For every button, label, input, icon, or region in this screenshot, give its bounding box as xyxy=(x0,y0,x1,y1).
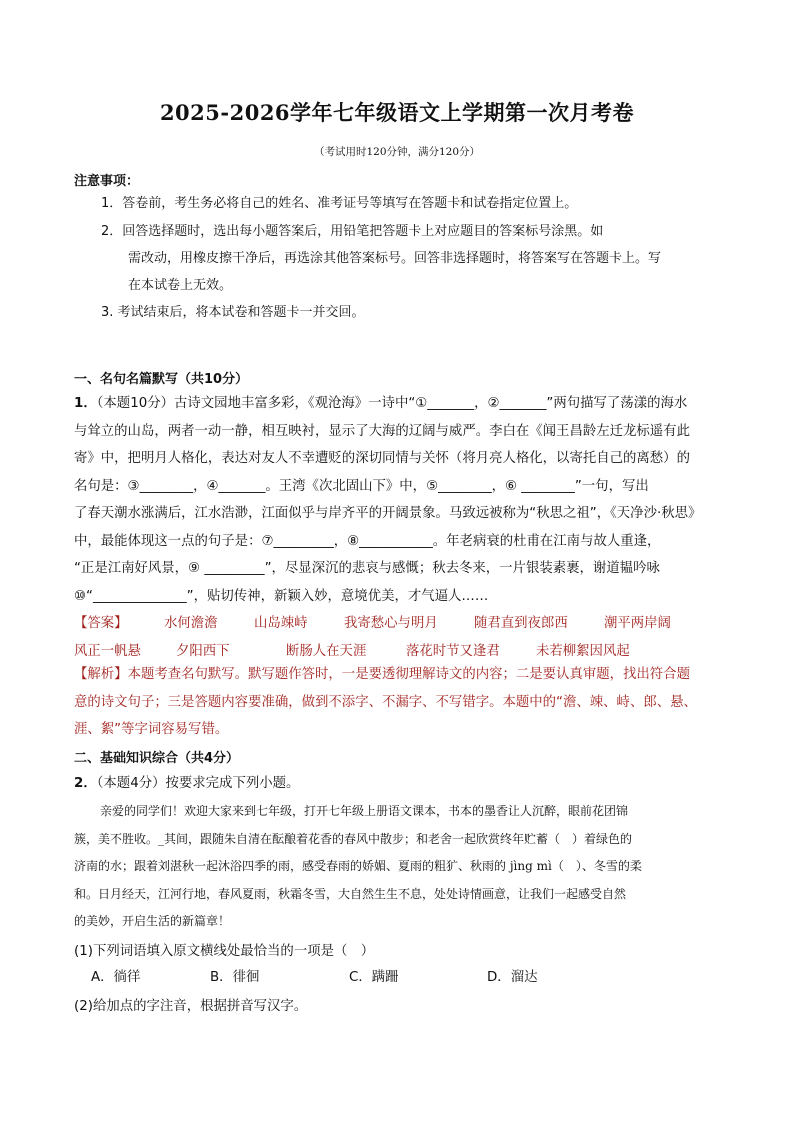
answer-row-1 xyxy=(74,612,671,631)
answer-row-2 xyxy=(74,640,630,659)
notice-item-2-cont: 需改动，用橡皮擦干净后，再选涂其他答案标号。回答非选择题时，将答案写在答题卡上。写 xyxy=(128,251,662,266)
choice-a: A．徜徉 xyxy=(91,970,141,985)
reading-line: 的美妙，开启生活的新篇章！ xyxy=(74,914,231,928)
sub-question-2: (2)给加点的字注音，根据拼音写汉字。 xyxy=(74,999,308,1014)
question-number: 1． xyxy=(74,396,97,411)
notice-item-3: 3. 考试结束后，将本试卷和答题卡一并交回。 xyxy=(101,305,365,320)
answer-label: 【答案】 xyxy=(74,616,128,631)
answer-item: 水何澹澹 xyxy=(164,616,218,631)
question-1-line xyxy=(74,390,724,418)
reading-line: 簇，美不胜收。_其间，跟随朱自清在酝酿着花香的春风中散步；和老舍一起欣赏终年贮蓄（ ）着绿色的 xyxy=(74,831,633,846)
analysis-text: 本题考查名句默写。默写题作答时，一是要透彻理解诗文的内容；二是要认真审题，找出符合题 xyxy=(127,667,690,682)
exam-title: 2025-2026学年七年级语文上学期第一次月考卷 xyxy=(159,100,635,125)
section-1-heading: 一、名句名篇默写（共10分） xyxy=(74,372,249,387)
reading-line: 亲爱的同学们！欢迎大家来到七年级，打开七年级上册语文课本，书本的墨香让人沉醉，眼前花团锦 xyxy=(100,804,629,818)
analysis-label: 【解析】 xyxy=(74,667,128,682)
question-1-line: 中，最能体现这一点的句子是：⑦_________，⑧___________。年老病衰的杜甫在江南与故人重逢， xyxy=(74,533,661,549)
question-1-line: 了春天潮水涨满后，江水浩渺，江面似乎与岸齐平的开阔景象。马致远被称为“秋思之祖”，《天净沙·秋思》 xyxy=(74,506,702,521)
question-text: （本题10分）古诗文园地丰富多彩，《观沧海》一诗中“①_______，②_______”两句描写了荡漾的海水 xyxy=(96,396,688,411)
question-1-line: ⑩“______________”，贴切传神，新颖入妙，意境优美，才气逼人…… xyxy=(74,588,489,604)
analysis-line: 涯、絮”等字词容易写错。 xyxy=(74,722,229,737)
notice-heading: 注意事项： xyxy=(74,174,140,189)
choice-b: B．徘徊 xyxy=(210,970,260,985)
question-text: （本题4分）按要求完成下列小题。 xyxy=(96,776,300,791)
analysis xyxy=(74,661,724,744)
question-1 xyxy=(74,390,724,610)
question-2 xyxy=(74,770,724,798)
answer-item: 风正一帆悬 xyxy=(74,644,141,659)
answer-item: 我寄愁心与明月 xyxy=(344,616,438,631)
sub-question-1: (1)下列词语填入原文横线处最恰当的一项是（ ） xyxy=(74,944,375,959)
answer-item: 落花时节又逢君 xyxy=(406,644,500,659)
notice-item-2-cont2: 在本试卷上无效。 xyxy=(128,278,233,293)
question-number: 2． xyxy=(74,776,97,791)
notice-item-1: 1．答卷前，考生务必将自己的姓名、准考证号等填写在答题卡和试卷指定位置上。 xyxy=(101,196,578,211)
question-1-line: 名句是：③________，④_______。王湾《次北固山下》中，⑤________，⑥ ________”一句，写出 xyxy=(74,478,649,494)
exam-subtitle: （考试用时120分钟，满分120分） xyxy=(313,146,481,158)
analysis-line: 意的诗文句子；三是答题内容要准确，做到不添字、不漏字、不写错字。本题中的“澹、竦、峙、郎、悬、 xyxy=(74,694,697,710)
analysis-line xyxy=(74,661,724,689)
choice-c: C．蹒跚 xyxy=(349,970,399,985)
question-2-line xyxy=(74,770,724,798)
reading-line: 济南的水；跟着刘湛秋一起沐浴四季的雨，感受春雨的娇媚、夏雨的粗犷、秋雨的 jìng mì（ ）、冬雪的柔 xyxy=(74,859,642,873)
answer-item: 夕阳西下 xyxy=(176,644,230,659)
reading-passage xyxy=(74,798,724,936)
question-1-line: 与耸立的山岛，两者一动一静，相互映衬，显示了大海的辽阔与威严。李白在《闻王昌龄左迁龙标遥有此 xyxy=(74,423,690,439)
choice-d: D．溜达 xyxy=(487,970,538,985)
question-1-line: 寄》中，把明月人格化，表达对友人不幸遭贬的深切同情与关怀（将月亮人格化，以寄托自己的离愁）的 xyxy=(74,451,690,466)
reading-line: 和。日月经天，江河行地，春风夏雨，秋霜冬雪，大自然生生不息，处处诗情画意，让我们一起感受自然 xyxy=(74,886,627,901)
notice-item-2: 2．回答选择题时，选出每小题答案后，用铅笔把答题卡上对应题目的答案标号涂黑。如 xyxy=(101,224,604,239)
answer-item: 潮平两岸阔 xyxy=(604,616,671,631)
section-2-heading: 二、基础知识综合（共4分） xyxy=(74,751,240,766)
answer-item: 断肠人在天涯 xyxy=(286,644,367,659)
answer-item: 随君直到夜郎西 xyxy=(474,616,568,631)
question-1-line: “正是江南好风景，⑨ _________”，尽显深沉的悲哀与感慨；秋去冬来，一片银装素裹，谢道韫吟咏 xyxy=(74,561,660,576)
answer-item: 未若柳絮因风起 xyxy=(536,644,630,659)
answer-item: 山岛竦峙 xyxy=(254,616,308,631)
